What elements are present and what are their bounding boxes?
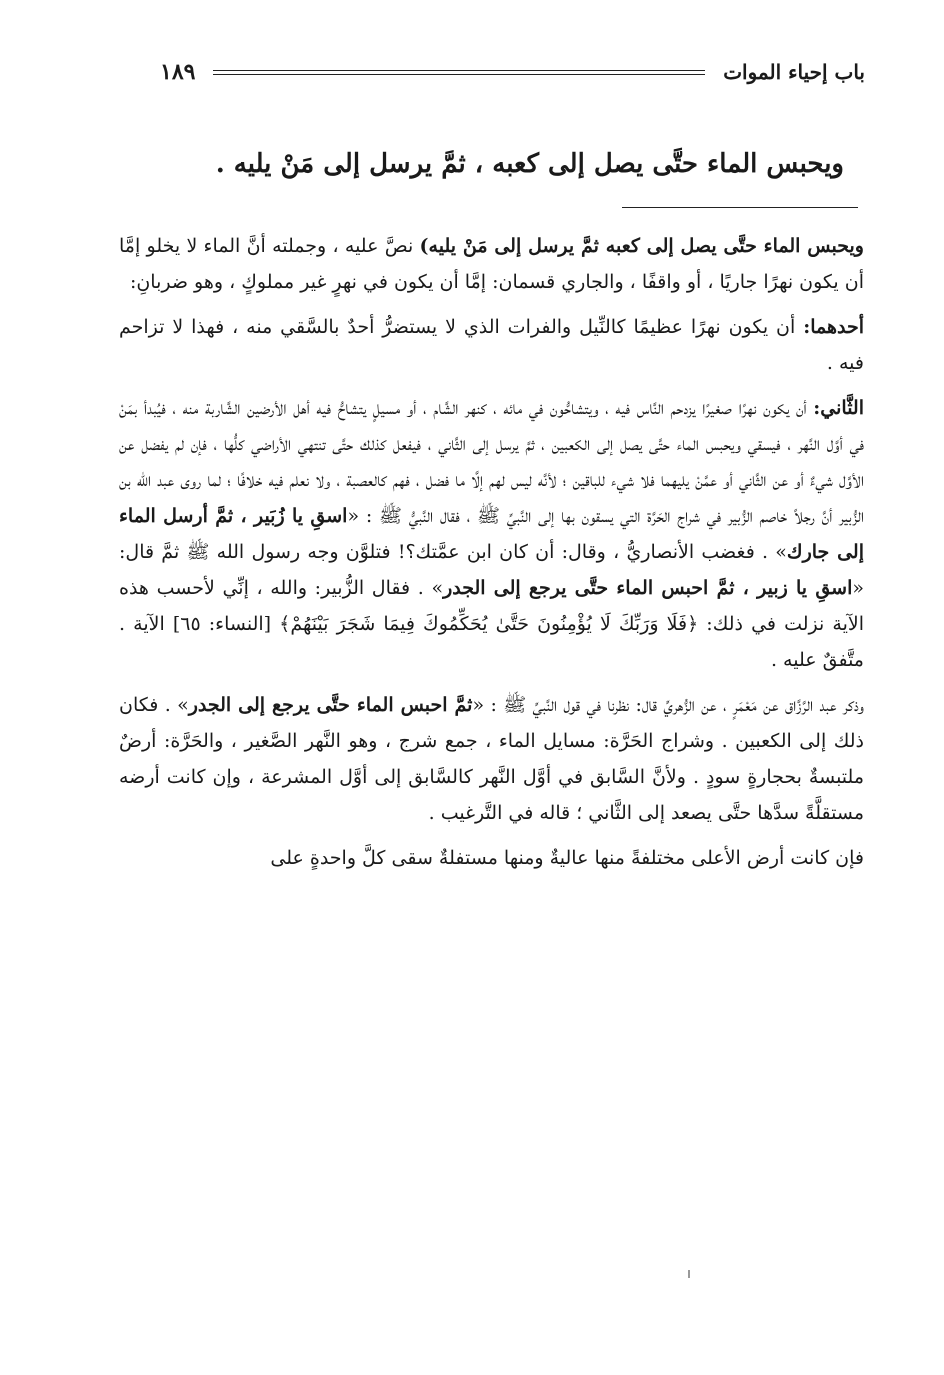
- matn-separator: [622, 207, 858, 208]
- paragraph-1: [119, 228, 864, 300]
- print-speck: [688, 1270, 690, 1278]
- page-number: ١٨٩: [160, 59, 196, 85]
- paragraph-3: [119, 390, 864, 678]
- paragraph-3-text-1: أن يكون نهرًا صغيرًا يزدحم النَّاس فيه ، ويتشاحُّون في مائه ، كنهر الشَّام ، أو مسيلٍ يتشاحُّ فيه أهل الأرضين الشَّاربة منه ، فيُبدأ بمَنْ في أوَّل النَّهر ، فيسقي ويحبس الماء حتَّى يصل إلى الكعبين ، ثمَّ يرسل إلى الثَّاني ، فيفعل كذلك حتَّى تنتهي الأراضي كلُّها ، فإن لم يفضل عن الأوَّل شيءٌ أو عن الثَّاني أو عمَّنْ يليهما فلا شيء للباقين ؛ لأنَّه ليس لهم إلَّا ما فضل ، فهم كالعصبة ، ولا نعلم فيه خلافًا ؛ لما روى عبد الله بن الزُّبير أنَّ رجلاً خاصم الزُّبير في شراج الحَرَّة التي يسقون بها إلى النَّبيِّ ﷺ ، فقال النَّبيُّ ﷺ : «: [119, 397, 864, 527]
- matn-text: ويحبس الماء حتَّى يصل إلى كعبه ، ثمَّ يرسل إلى مَنْ يليه .: [215, 149, 844, 179]
- paragraph-3-text-3: » . فقال الزُّبير: والله ، إنِّي لأحسب هذه الآية نزلت في ذلك: ﴿: [119, 577, 864, 635]
- paragraph-2-lead: أحدهما:: [803, 316, 864, 338]
- hadith-2: اسقِ يا زبير ، ثمَّ احبس الماء حتَّى يرجع إلى الجدر: [443, 577, 853, 599]
- paragraph-2-text: أن يكون نهرًا عظيمًا كالنِّيل والفرات الذي لا يستضرُّ أحدٌ بالسَّقي منه ، فهذا لا تزاحم فيه .: [119, 316, 864, 374]
- hadith-1: اسقِ يا زُبَير ، ثمَّ أرسل الماء إلى جارك: [119, 505, 865, 563]
- paragraph-3-lead: الثَّاني:: [813, 397, 864, 419]
- paragraph-5: [119, 840, 864, 876]
- running-header: [160, 52, 865, 92]
- paragraph-4: [119, 687, 864, 831]
- quran-verse: فَلَا وَرَبِّكَ لَا يُؤْمِنُونَ حَتَّىٰ يُحَكِّمُوكَ فِيمَا شَجَرَ بَيْنَهُمْ: [290, 613, 688, 635]
- paragraph-3-text-4: ﴾ [النساء: ٦٥] الآية . متَّفقٌ عليه .: [119, 613, 864, 671]
- header-rule: [213, 70, 705, 75]
- paragraph-1-text: نصَّ عليه ، وجملته أنَّ الماء لا يخلو إمَّا أن يكون نهرًا جاريًا ، أو واقفًا ، والجاري قسمان: إمَّا أن يكون في نهرٍ غير مملوكٍ ، وهو ضربانِ:: [119, 235, 864, 293]
- paragraph-4-text-1: وذكر عبد الرَّزَّاق عن مَعْمَرٍ ، عن الزُّهريِّ قال: نظرنا في قول النَّبيِّ ﷺ : «: [472, 694, 865, 716]
- paragraph-4-text-2: » . فكان ذلك إلى الكعبين . وشراج الحَرَّة: مسايل الماء ، جمع شرج ، وهو النَّهر الصَّغير ، والحَرَّة: أرضٌ ملتبسةٌ بحجارةٍ سودٍ . ولأنَّ السَّابق في أوَّل النَّهر كالسَّابق إلى أوَّل المشرعة ، وإن كانت أرضه مستقلَّةً سدَّها حتَّى يصعد إلى الثَّاني ؛ قاله في التَّرغيب .: [119, 694, 864, 824]
- commentary: [119, 228, 864, 885]
- paragraph-1-lead: ويحبس الماء حتَّى يصل إلى كعبه ثمَّ يرسل إلى مَنْ يليه): [419, 235, 864, 257]
- section-title: باب إحياء الموات: [723, 60, 865, 84]
- hadith-3: ثمَّ احبس الماء حتَّى يرجع إلى الجدر: [188, 694, 473, 716]
- paragraph-3-text-2: » . فغضب الأنصاريُّ ، وقال: أن كان ابن عمَّتك؟! فتلوَّن وجه رسول الله ﷺ ثمَّ قال: «: [119, 541, 864, 599]
- paragraph-2: [119, 309, 864, 381]
- paragraph-5-text: فإن كانت أرض الأعلى مختلفةً منها عاليةٌ ومنها مستفلةٌ سقى كلَّ واحدةٍ على: [270, 847, 864, 869]
